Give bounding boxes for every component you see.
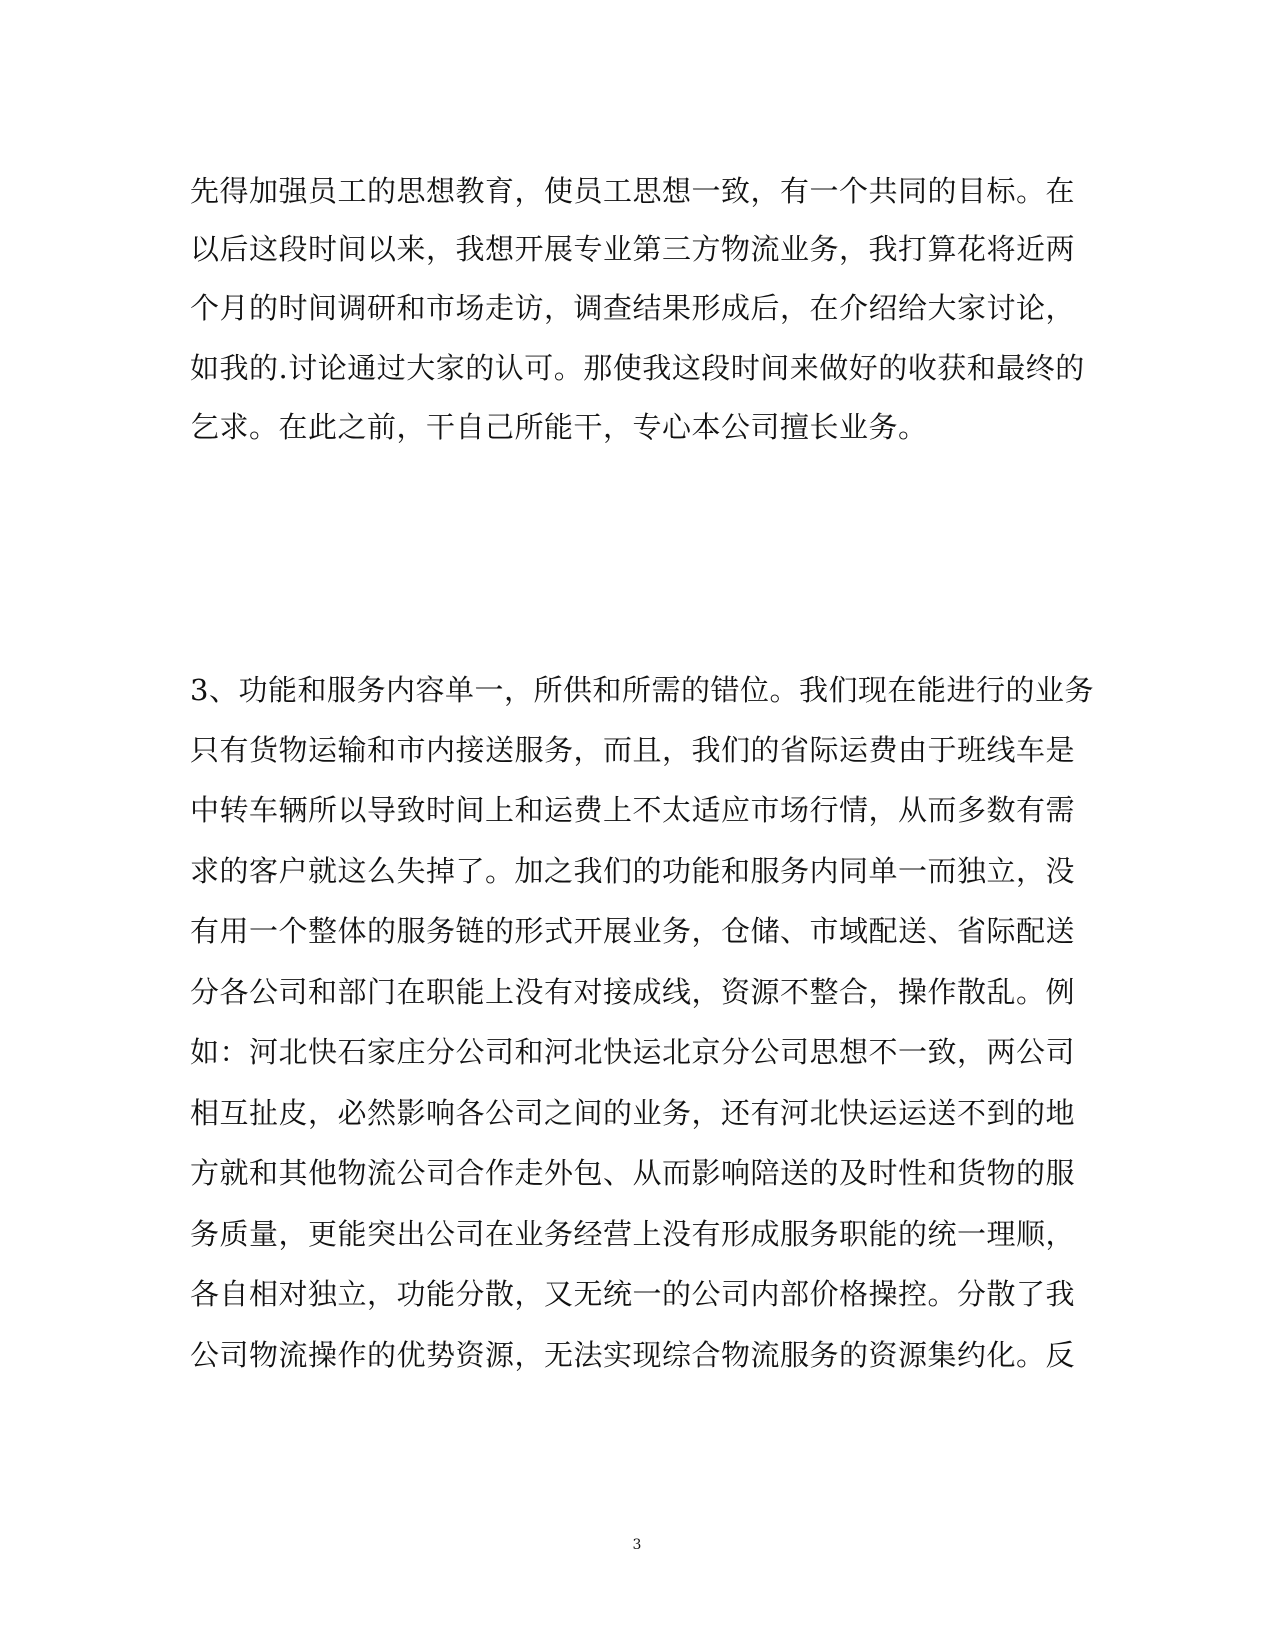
text-line: 方就和其他物流公司合作走外包、从而影响陪送的及时性和货物的服 <box>190 1156 1076 1190</box>
text-line: 以后这段时间以来，我想开展专业第三方物流业务，我打算花将近两 <box>190 232 1076 266</box>
text-line: 务质量，更能突出公司在业务经营上没有形成服务职能的统一理顺， <box>190 1217 1076 1251</box>
text-line: 3、功能和服务内容单一，所供和所需的错位。我们现在能进行的业务 <box>190 673 1094 707</box>
page-number: 3 <box>632 1537 642 1553</box>
text-line: 中转车辆所以导致时间上和运费上不太适应市场行情，从而多数有需 <box>190 793 1076 827</box>
text-line: 如：河北快石家庄分公司和河北快运北京分公司思想不一致，两公司 <box>190 1035 1076 1069</box>
text-line: 个月的时间调研和市场走访，调查结果形成后，在介绍给大家讨论， <box>190 291 1076 325</box>
text-line: 只有货物运输和市内接送服务，而且，我们的省际运费由于班线车是 <box>190 733 1076 767</box>
text-line: 求的客户就这么失掉了。加之我们的功能和服务内同单一而独立，没 <box>190 854 1076 888</box>
text-line: 有用一个整体的服务链的形式开展业务，仓储、市域配送、省际配送 <box>190 914 1076 948</box>
text-line: 如我的.讨论通过大家的认可。那使我这段时间来做好的收获和最终的 <box>190 351 1085 385</box>
text-line: 先得加强员工的思想教育，使员工思想一致，有一个共同的目标。在 <box>190 174 1076 208</box>
text-line: 各自相对独立，功能分散，又无统一的公司内部价格操控。分散了我 <box>190 1277 1076 1311</box>
text-line: 乞求。在此之前，干自己所能干，专心本公司擅长业务。 <box>190 410 928 444</box>
text-line: 公司物流操作的优势资源，无法实现综合物流服务的资源集约化。反 <box>190 1338 1076 1372</box>
text-line: 相互扯皮，必然影响各公司之间的业务，还有河北快运运送不到的地 <box>190 1096 1076 1130</box>
text-line: 分各公司和部门在职能上没有对接成线，资源不整合，操作散乱。例 <box>190 975 1076 1009</box>
